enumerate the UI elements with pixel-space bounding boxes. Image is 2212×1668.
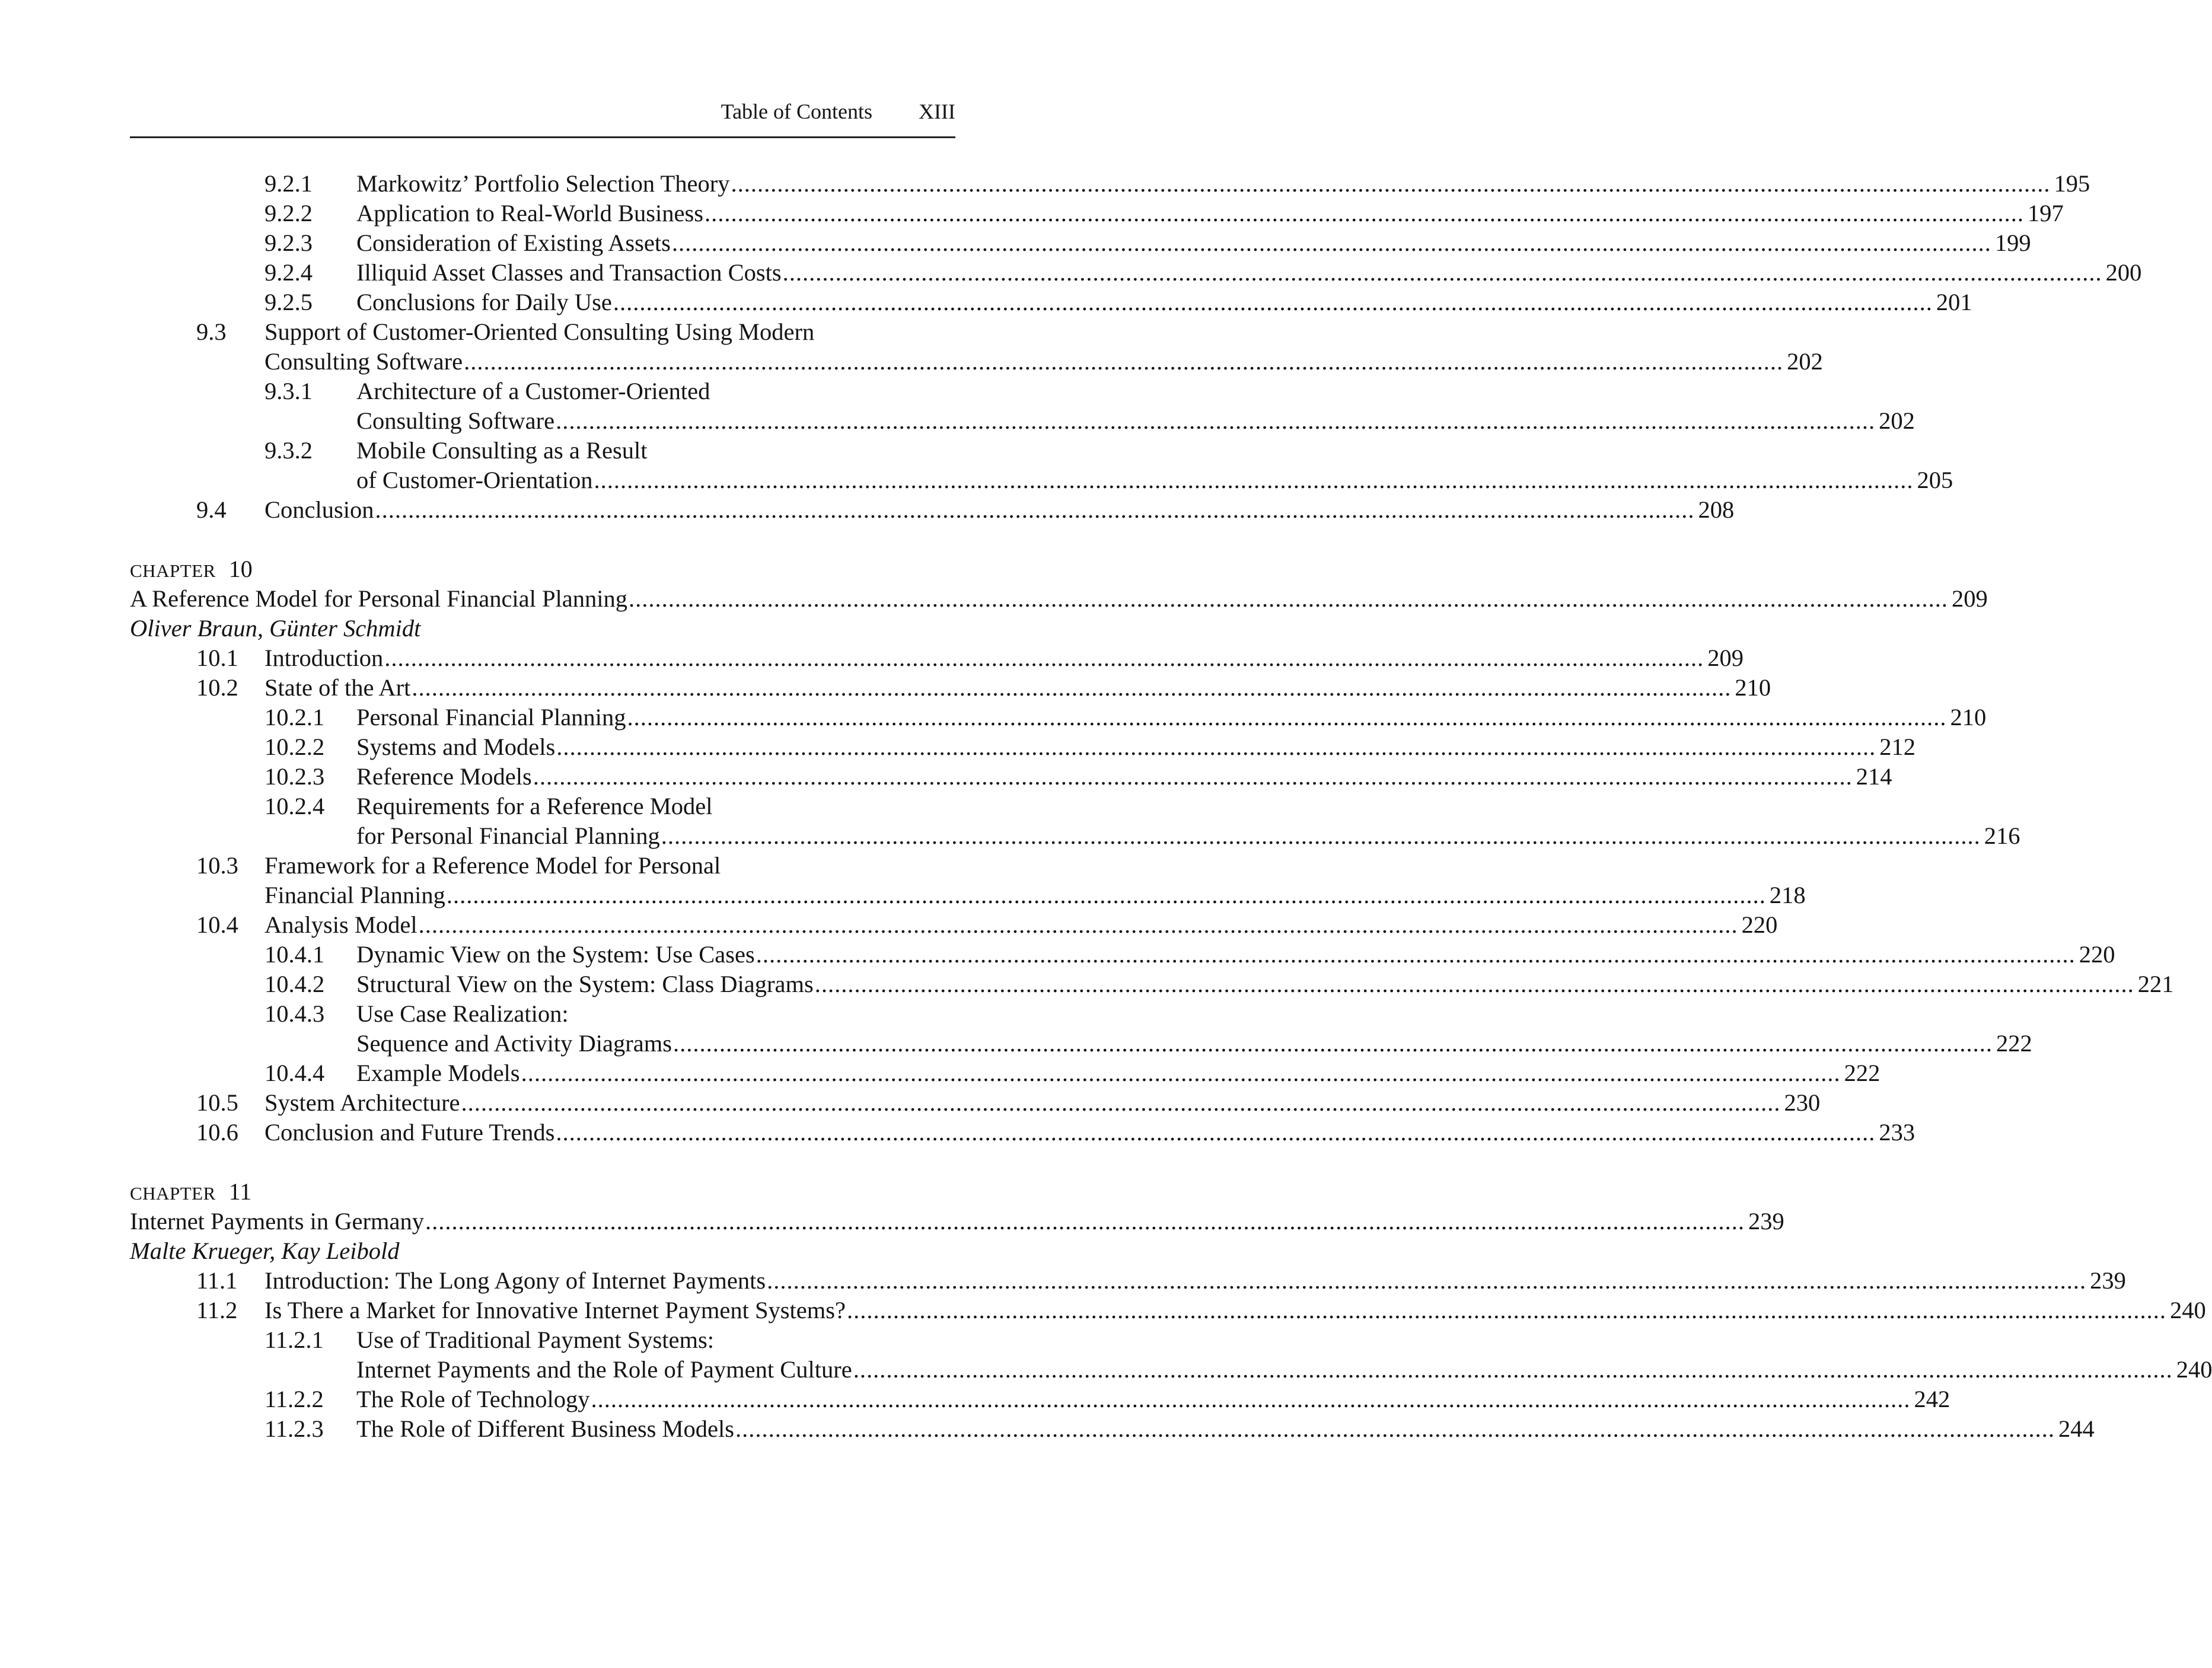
toc-entry-9-2-2[interactable] (130, 199, 2064, 228)
entry-page: 210 (1950, 704, 1987, 731)
leader-dots: ........................................................................................................................................................................................................ (446, 882, 1766, 908)
entry-title-line1: Mobile Consulting as a Result (356, 437, 648, 464)
entry-number: 10.2.1 (264, 704, 325, 731)
toc-body (130, 169, 2212, 1444)
toc-entry-10-4-3-line1[interactable] (130, 999, 955, 1029)
chapter-10-title-row[interactable] (130, 584, 1988, 614)
leader-dots: ........................................................................................................................................................................................................ (661, 822, 1981, 849)
leader-dots: ........................................................................................................................................................................................................ (782, 259, 2102, 286)
entry-title: Dynamic View on the System: Use Cases (356, 941, 755, 968)
entry-title: Systems and Models (356, 733, 556, 760)
entry-title: The Role of Different Business Models (356, 1415, 735, 1442)
leader-dots: ........................................................................................................................................................................................................ (594, 467, 1914, 493)
leader-dots: ........................................................................................................................................................................................................ (853, 1356, 2173, 1383)
entry-title: Sequence and Activity Diagrams (356, 1030, 672, 1057)
entry-page: 205 (1917, 467, 1953, 493)
entry-page: 218 (1769, 882, 1806, 908)
entry-page: 200 (2105, 259, 2142, 286)
chapter-10-heading (130, 554, 955, 584)
entry-title: Introduction: The Long Agony of Internet Payments (264, 1267, 766, 1294)
entry-number: 9.2.1 (264, 170, 313, 197)
entry-page: 220 (2079, 941, 2115, 968)
entry-title: Consulting Software (264, 348, 463, 375)
leader-dots: ........................................................................................................................................................................................................ (556, 407, 1876, 434)
entry-page: 216 (1984, 822, 2020, 849)
toc-entry-10-5[interactable] (130, 1088, 1821, 1118)
toc-entry-9-3-1-line1[interactable] (130, 377, 955, 406)
page-number: XIII (919, 100, 955, 123)
entry-number: 9.2.2 (264, 200, 313, 227)
chapter-number: 10 (228, 556, 253, 582)
toc-entry-10-2-3[interactable] (130, 762, 1892, 792)
entry-title: Personal Financial Planning (356, 704, 626, 731)
entry-page: 242 (1914, 1386, 1950, 1412)
toc-entry-9-3-line2[interactable] (130, 347, 1823, 377)
chapter-label: CHAPTER (130, 1183, 216, 1204)
entry-title: State of the Art (264, 674, 411, 701)
entry-title-line1: Framework for a Reference Model for Personal (264, 852, 721, 879)
entry-number: 9.4 (196, 496, 227, 523)
entry-page: 195 (2054, 170, 2090, 197)
entry-page: 220 (1741, 911, 1778, 938)
toc-section-chapter11 (130, 1266, 2212, 1444)
entry-title: Example Models (356, 1060, 520, 1086)
leader-dots: ........................................................................................................................................................................................................ (556, 733, 1876, 760)
running-title: Table of Contents (721, 100, 873, 123)
entry-number: 10.5 (196, 1089, 238, 1116)
entry-title: Conclusion (264, 496, 374, 523)
entry-number: 10.4.1 (264, 941, 325, 968)
entry-title: Financial Planning (264, 882, 445, 908)
toc-entry-11-1[interactable] (130, 1266, 2126, 1296)
spacer (130, 1147, 955, 1177)
entry-number: 9.3 (196, 318, 227, 345)
leader-dots: ........................................................................................................................................................................................................ (629, 585, 1949, 612)
entry-number: 9.2.5 (264, 289, 313, 315)
leader-dots: ........................................................................................................................................................................................................ (814, 971, 2134, 997)
entry-page: 239 (2090, 1267, 2126, 1294)
leader-dots: ........................................................................................................................................................................................................ (731, 170, 2051, 197)
toc-entry-11-2[interactable] (130, 1296, 2206, 1325)
chapter-10-authors: Oliver Braun, Günter Schmidt (130, 615, 421, 642)
toc-entry-9-3-2-line1[interactable] (130, 436, 955, 465)
entry-number: 10.2.4 (264, 793, 325, 819)
leader-dots: ........................................................................................................................................................................................................ (461, 1089, 1781, 1116)
leader-dots: ........................................................................................................................................................................................................ (533, 763, 1853, 790)
entry-title: Introduction (264, 645, 384, 671)
entry-title: for Personal Financial Planning (356, 822, 660, 849)
toc-entry-11-2-2[interactable] (130, 1385, 1950, 1414)
leader-dots: ........................................................................................................................................................................................................ (735, 1415, 2055, 1442)
leader-dots: ........................................................................................................................................................................................................ (425, 1208, 1745, 1235)
entry-title: Illiquid Asset Classes and Transaction Costs (356, 259, 782, 286)
entry-page: 202 (1879, 407, 1915, 434)
entry-title: Markowitz’ Portfolio Selection Theory (356, 170, 730, 197)
spacer (130, 525, 955, 554)
chapter-number: 11 (228, 1178, 252, 1205)
entry-title: Consideration of Existing Assets (356, 229, 671, 256)
entry-page: 212 (1879, 733, 1916, 760)
entry-number: 11.2.1 (264, 1326, 324, 1353)
toc-entry-10-6[interactable] (130, 1118, 1915, 1147)
running-header (130, 96, 955, 138)
toc-entry-9-2-4[interactable] (130, 258, 2142, 288)
entry-number: 10.6 (196, 1119, 238, 1146)
entry-number: 10.1 (196, 645, 238, 671)
entry-title-line1: Requirements for a Reference Model (356, 793, 713, 819)
leader-dots: ........................................................................................................................................................................................................ (756, 941, 2076, 968)
toc-entry-10-2-2[interactable] (130, 732, 1916, 762)
entry-title: Reference Models (356, 763, 532, 790)
entry-page: 214 (1856, 763, 1892, 790)
entry-number: 10.4.4 (264, 1060, 325, 1086)
entry-title: Is There a Market for Innovative Internet Payment Systems? (264, 1297, 846, 1323)
entry-page: 222 (1844, 1060, 1880, 1086)
entry-title: of Customer-Orientation (356, 467, 593, 493)
entry-number: 9.2.4 (264, 259, 313, 286)
leader-dots: ........................................................................................................................................................................................................ (613, 289, 1933, 315)
entry-number: 9.2.3 (264, 229, 313, 256)
chapter-page: 209 (1952, 585, 1988, 612)
entry-page: 209 (1707, 645, 1744, 671)
leader-dots: ........................................................................................................................................................................................................ (846, 1297, 2166, 1323)
entry-number: 11.1 (196, 1267, 238, 1294)
entry-number: 10.4.2 (264, 971, 325, 997)
entry-title: The Role of Technology (356, 1386, 590, 1412)
entry-title: Application to Real-World Business (356, 200, 704, 227)
toc-entry-10-2-4-line1[interactable] (130, 792, 955, 821)
entry-page: 202 (1787, 348, 1823, 375)
entry-page: 230 (1784, 1089, 1821, 1116)
entry-title-line1: Use Case Realization: (356, 1000, 569, 1027)
toc-entry-10-1[interactable] (130, 643, 1744, 673)
toc-entry-10-3-line2[interactable] (130, 881, 1806, 910)
chapter-11-title-row[interactable] (130, 1207, 1784, 1236)
entry-page: 210 (1735, 674, 1771, 701)
entry-number: 11.2.3 (264, 1415, 324, 1442)
entry-title: Internet Payments and the Role of Payment Culture (356, 1356, 852, 1383)
toc-entry-9-2-3[interactable] (130, 228, 2031, 258)
leader-dots: ........................................................................................................................................................................................................ (418, 911, 1738, 938)
leader-dots: ........................................................................................................................................................................................................ (375, 496, 1695, 523)
leader-dots: ........................................................................................................................................................................................................ (556, 1119, 1876, 1146)
toc-entry-9-2-1[interactable] (130, 169, 2090, 199)
toc-entry-10-4-4[interactable] (130, 1058, 1880, 1088)
entry-page: 240 (2169, 1297, 2206, 1323)
toc-entry-9-3-2-line2[interactable] (130, 465, 1953, 495)
toc-entry-10-2-4-line2[interactable] (130, 821, 2020, 851)
entry-number: 11.2 (196, 1297, 238, 1323)
entry-page: 221 (2137, 971, 2174, 997)
entry-number: 10.2 (196, 674, 238, 701)
entry-number: 10.2.3 (264, 763, 325, 790)
toc-entry-11-2-1-line2[interactable] (130, 1355, 2212, 1385)
leader-dots: ........................................................................................................................................................................................................ (705, 200, 2025, 227)
entry-number: 9.3.2 (264, 437, 313, 464)
entry-page: 208 (1698, 496, 1735, 523)
toc-section-chapter10 (130, 643, 2174, 1147)
entry-page: 240 (2176, 1356, 2212, 1383)
entry-page: 233 (1879, 1119, 1915, 1146)
entry-title: Consulting Software (356, 407, 555, 434)
toc-entry-9-2-5[interactable] (130, 288, 1972, 317)
leader-dots: ........................................................................................................................................................................................................ (591, 1386, 1911, 1412)
entry-title: Analysis Model (264, 911, 417, 938)
entry-title: Structural View on the System: Class Diagrams (356, 971, 814, 997)
entry-number: 10.4 (196, 911, 238, 938)
leader-dots: ........................................................................................................................................................................................................ (672, 1030, 1993, 1057)
leader-dots: ........................................................................................................................................................................................................ (464, 348, 1784, 375)
toc-entry-10-4[interactable] (130, 910, 1778, 940)
entry-title: System Architecture (264, 1089, 460, 1116)
entry-number: 11.2.2 (264, 1386, 324, 1412)
entry-page: 201 (1936, 289, 1972, 315)
entry-title-line1: Use of Traditional Payment Systems: (356, 1326, 715, 1353)
entry-number: 10.3 (196, 852, 238, 879)
leader-dots: ........................................................................................................................................................................................................ (627, 704, 1947, 731)
entry-title-line1: Support of Customer-Oriented Consulting Using Modern (264, 318, 815, 345)
toc-section-chapter9-continued (130, 169, 2142, 525)
toc-entry-10-4-1[interactable] (130, 940, 2115, 969)
toc-entry-11-2-3[interactable] (130, 1414, 2095, 1444)
entry-page: 222 (1996, 1030, 2032, 1057)
leader-dots: ........................................................................................................................................................................................................ (412, 674, 1732, 701)
entry-page: 244 (2058, 1415, 2095, 1442)
leader-dots: ........................................................................................................................................................................................................ (671, 229, 1991, 256)
entry-title: Conclusions for Daily Use (356, 289, 612, 315)
entry-number: 9.3.1 (264, 378, 313, 404)
entry-number: 10.2.2 (264, 733, 325, 760)
entry-number: 10.4.3 (264, 1000, 325, 1027)
entry-title-line1: Architecture of a Customer-Oriented (356, 378, 710, 404)
toc-entry-10-4-3-line2[interactable] (130, 1029, 2032, 1058)
chapter-label: CHAPTER (130, 560, 216, 581)
toc-entry-9-3-1-line2[interactable] (130, 406, 1915, 436)
entry-title: Conclusion and Future Trends (264, 1119, 555, 1146)
toc-entry-9-3-line1[interactable] (130, 317, 955, 347)
toc-entry-10-2-1[interactable] (130, 703, 1987, 732)
toc-entry-10-3-line1[interactable] (130, 851, 955, 881)
entry-page: 199 (1994, 229, 2031, 256)
toc-entry-11-2-1-line1[interactable] (130, 1325, 955, 1355)
leader-dots: ........................................................................................................................................................................................................ (384, 645, 1704, 671)
entry-page: 197 (2028, 200, 2064, 227)
chapter-title: A Reference Model for Personal Financial Planning (130, 585, 628, 612)
chapter-11-heading (130, 1177, 955, 1207)
chapter-page: 239 (1748, 1208, 1784, 1235)
chapter-11-authors: Malte Krueger, Kay Leibold (130, 1238, 400, 1264)
toc-entry-9-4[interactable] (130, 495, 1735, 525)
leader-dots: ........................................................................................................................................................................................................ (767, 1267, 2087, 1294)
toc-entry-10-2[interactable] (130, 673, 1771, 703)
chapter-title: Internet Payments in Germany (130, 1208, 424, 1235)
toc-entry-10-4-2[interactable] (130, 969, 2174, 999)
leader-dots: ........................................................................................................................................................................................................ (521, 1060, 1841, 1086)
